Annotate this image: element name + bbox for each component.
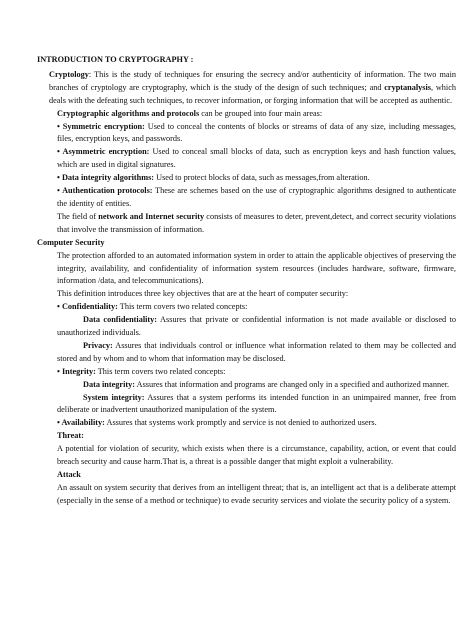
privacy-text: Assures that individuals control or influence what information related to them may be collected and stored and by whom and to whom that information may be disclosed. bbox=[57, 340, 456, 363]
integrity-algorithms-term: • Data integrity algorithms: bbox=[57, 173, 155, 183]
asymmetric-text: Used to conceal small blocks of data, such as encryption keys and hash function values, which are used in digital signatures. bbox=[57, 147, 456, 170]
cryptology-text-1: : This is the study of techniques for ensuring the secrecy and/or authenticity of information. The two main branches of cryptology are cryptography, which is the study of the design of such techniques; and bbox=[49, 69, 456, 92]
integrity-term: • Integrity: bbox=[57, 366, 96, 376]
integrity-text: This term covers two related concepts: bbox=[95, 366, 226, 376]
data-integrity-term: Data integrity: bbox=[83, 379, 136, 389]
asymmetric-term: • Asymmetric encryption: bbox=[57, 147, 150, 157]
cryptology-term: Cryptology bbox=[49, 69, 89, 79]
cryptology-text-2: , which deals with the defeating such techniques, to recover information, or forging information that will be accepted as authentic. bbox=[49, 82, 456, 105]
threat-heading: Threat: bbox=[57, 431, 84, 441]
computer-security-heading: Computer Security bbox=[37, 237, 105, 247]
algorithms-text: can be grouped into four main areas: bbox=[199, 108, 323, 118]
symmetric-item bbox=[37, 121, 456, 147]
cryptology-paragraph bbox=[37, 69, 456, 108]
network-text-2: consists of measures to deter, prevent,detect, and correct security violations that involve the transmission of information. bbox=[57, 211, 456, 234]
integrity-item bbox=[37, 366, 456, 379]
symmetric-term: • Symmetric encryption: bbox=[57, 121, 145, 131]
attack-text: An assault on system security that derives from an intelligent threat; that is, an intelligent act that is a deliberate attempt (especially in the sense of a method or technique) to evade security services and violate the security policy of a system. bbox=[57, 482, 456, 505]
availability-text: Assures that systems work promptly and service is not denied to authorized users. bbox=[104, 418, 377, 428]
network-security-term: network and Internet security bbox=[98, 211, 205, 221]
asymmetric-item bbox=[37, 146, 456, 172]
attack-heading: Attack bbox=[57, 470, 81, 479]
confidentiality-item bbox=[37, 301, 456, 314]
doc-title: INTRODUCTION TO CRYPTOGRAPHY : bbox=[37, 55, 194, 64]
network-text-1: The field of bbox=[57, 211, 99, 221]
data-confidentiality-item bbox=[37, 314, 456, 340]
integrity-algorithms-item bbox=[37, 172, 456, 185]
algorithms-paragraph bbox=[37, 108, 456, 121]
system-integrity-term: System integrity: bbox=[83, 392, 145, 402]
objectives-intro: This definition introduces three key objectives that are at the heart of computer security: bbox=[57, 289, 349, 299]
data-integrity-text: Assures that information and programs are changed only in a specified and authorized manner. bbox=[135, 379, 450, 389]
threat-text: A potential for violation of security, which exists when there is a circumstance, capability, action, or event that could breach security and cause harm.That is, a threat is a possible danger that might exploit a vulnerability. bbox=[57, 444, 456, 467]
algorithms-term: Cryptographic algorithms and protocols bbox=[57, 108, 200, 118]
authentication-item bbox=[37, 185, 456, 211]
symmetric-text: Used to conceal the contents of blocks or streams of data of any size, including messages, files, encryption keys, and passwords. bbox=[57, 121, 456, 144]
availability-item bbox=[37, 417, 456, 430]
availability-term: • Availability: bbox=[57, 418, 105, 428]
authentication-text: These are schemes based on the use of cryptographic algorithms designed to authenticate the identity of entities. bbox=[57, 186, 457, 208]
system-integrity-item bbox=[37, 392, 456, 418]
authentication-term: • Authentication protocols: bbox=[57, 186, 153, 196]
data-confidentiality-text: Assures that private or confidential information is not made available or disclosed to unauthorized individuals. bbox=[57, 315, 456, 338]
confidentiality-term: • Confidentiality: bbox=[57, 302, 118, 312]
privacy-item bbox=[37, 340, 456, 366]
computer-security-definition: The protection afforded to an automated information system in order to attain the applicable objectives of preserving the integrity, availability, and confidentiality of information system resources (includes hardware, software, firmware, information /data, and telecommunications). bbox=[57, 250, 456, 286]
data-confidentiality-term: Data confidentiality: bbox=[83, 315, 158, 325]
data-integrity-item bbox=[37, 379, 456, 392]
network-security-paragraph bbox=[37, 211, 456, 237]
privacy-term: Privacy: bbox=[83, 340, 113, 350]
system-integrity-text: Assures that a system performs its intended function in an unimpaired manner, free from deliberate or inadvertent unauthorized manipulation of the system. bbox=[57, 392, 456, 415]
integrity-algorithms-text: Used to protect blocks of data, such as messages,from alteration. bbox=[154, 173, 370, 183]
confidentiality-text: This term covers two related concepts: bbox=[117, 302, 248, 312]
cryptanalysis-term: cryptanalysis bbox=[384, 82, 432, 92]
